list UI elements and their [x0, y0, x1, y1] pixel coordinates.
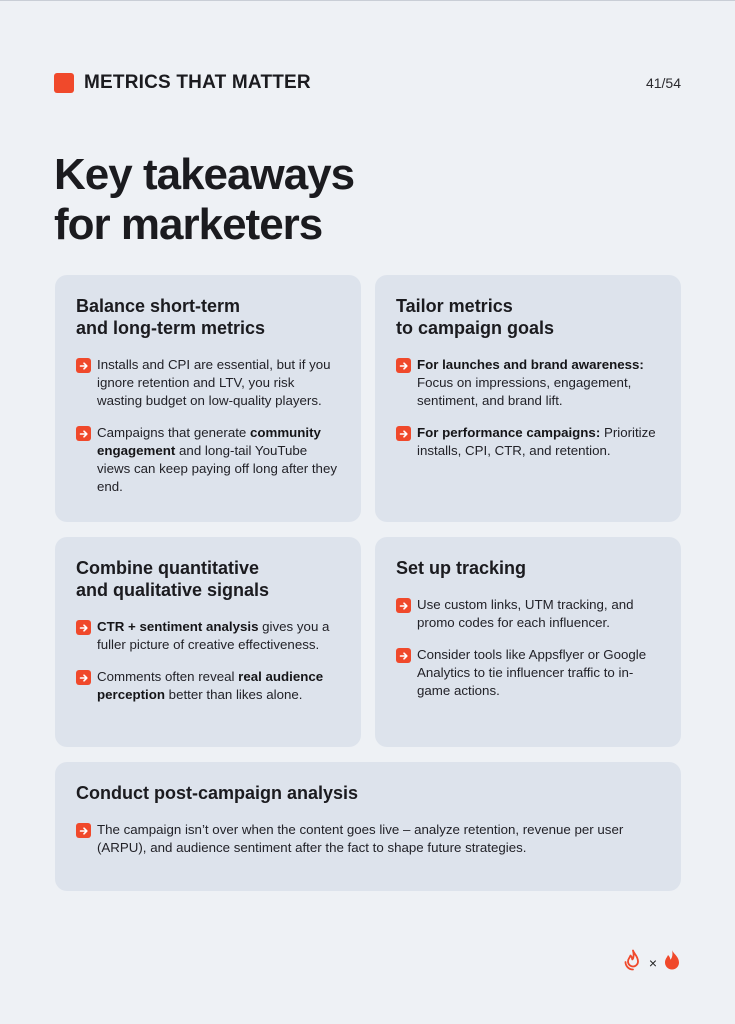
footer-logos — [623, 949, 681, 976]
card-title: Tailor metrics to campaign goals — [396, 296, 555, 338]
arrow-right-icon — [396, 648, 411, 663]
arrow-right-icon — [76, 620, 91, 635]
logo-separator: × — [648, 954, 657, 971]
list-item — [76, 424, 341, 496]
card-tailor-metrics — [375, 275, 681, 522]
item-text: Campaigns that generate community engagement and long-tail YouTube views can keep paying off long after they end. — [97, 425, 337, 494]
card-title: Set up tracking — [396, 558, 527, 578]
list-item — [396, 646, 661, 700]
card-combine-signals — [55, 537, 361, 747]
arrow-right-icon — [396, 358, 411, 373]
card-title: Conduct post-campaign analysis — [76, 783, 359, 803]
card-title: Balance short-term and long-term metrics — [76, 296, 266, 338]
item-text: For performance campaigns: Prioritize installs, CPI, CTR, and retention. — [417, 425, 656, 458]
flame-outline-icon — [623, 949, 643, 976]
arrow-right-icon — [76, 358, 91, 373]
card-balance-metrics — [55, 275, 361, 522]
flame-filled-icon — [663, 949, 681, 976]
item-text: The campaign isn’t over when the content goes live – analyze retention, revenue per user (ARPU), and audience sentiment after the fact to shape future strategies. — [97, 822, 624, 855]
arrow-right-icon — [76, 670, 91, 685]
top-border — [0, 0, 735, 1]
arrow-right-icon — [396, 426, 411, 441]
list-item — [396, 424, 661, 460]
item-text: Use custom links, UTM tracking, and promo codes for each influencer. — [417, 597, 634, 630]
arrow-right-icon — [76, 823, 91, 838]
arrow-right-icon — [396, 598, 411, 613]
page-number: 41/54 — [645, 75, 681, 91]
headline-line-2: for marketers — [54, 200, 323, 249]
page-headline — [54, 150, 474, 250]
list-item — [76, 668, 341, 704]
item-text: CTR + sentiment analysis gives you a fuller picture of creative effectiveness. — [97, 619, 330, 652]
list-item — [76, 821, 661, 857]
card-set-up-tracking — [375, 537, 681, 747]
list-item — [76, 356, 341, 410]
arrow-right-icon — [76, 426, 91, 441]
list-item — [396, 356, 661, 410]
list-item — [396, 596, 661, 632]
section-header — [54, 70, 681, 96]
list-item — [76, 618, 341, 654]
headline-line-1: Key takeaways — [54, 150, 355, 199]
section-title: METRICS THAT MATTER — [84, 72, 311, 93]
section-marker-icon — [54, 73, 74, 93]
item-text: For launches and brand awareness: Focus on impressions, engagement, sentiment, and brand lift. — [417, 357, 644, 408]
card-title: Combine quantitative and qualitative signals — [76, 558, 270, 600]
item-text: Comments often reveal real audience perception better than likes alone. — [97, 669, 324, 702]
item-text: Consider tools like Appsflyer or Google Analytics to tie influencer traffic to in-game actions. — [417, 647, 647, 698]
item-text: Installs and CPI are essential, but if you ignore retention and LTV, you risk wasting budget on low-quality players. — [97, 357, 331, 408]
card-post-campaign-analysis — [55, 762, 681, 891]
